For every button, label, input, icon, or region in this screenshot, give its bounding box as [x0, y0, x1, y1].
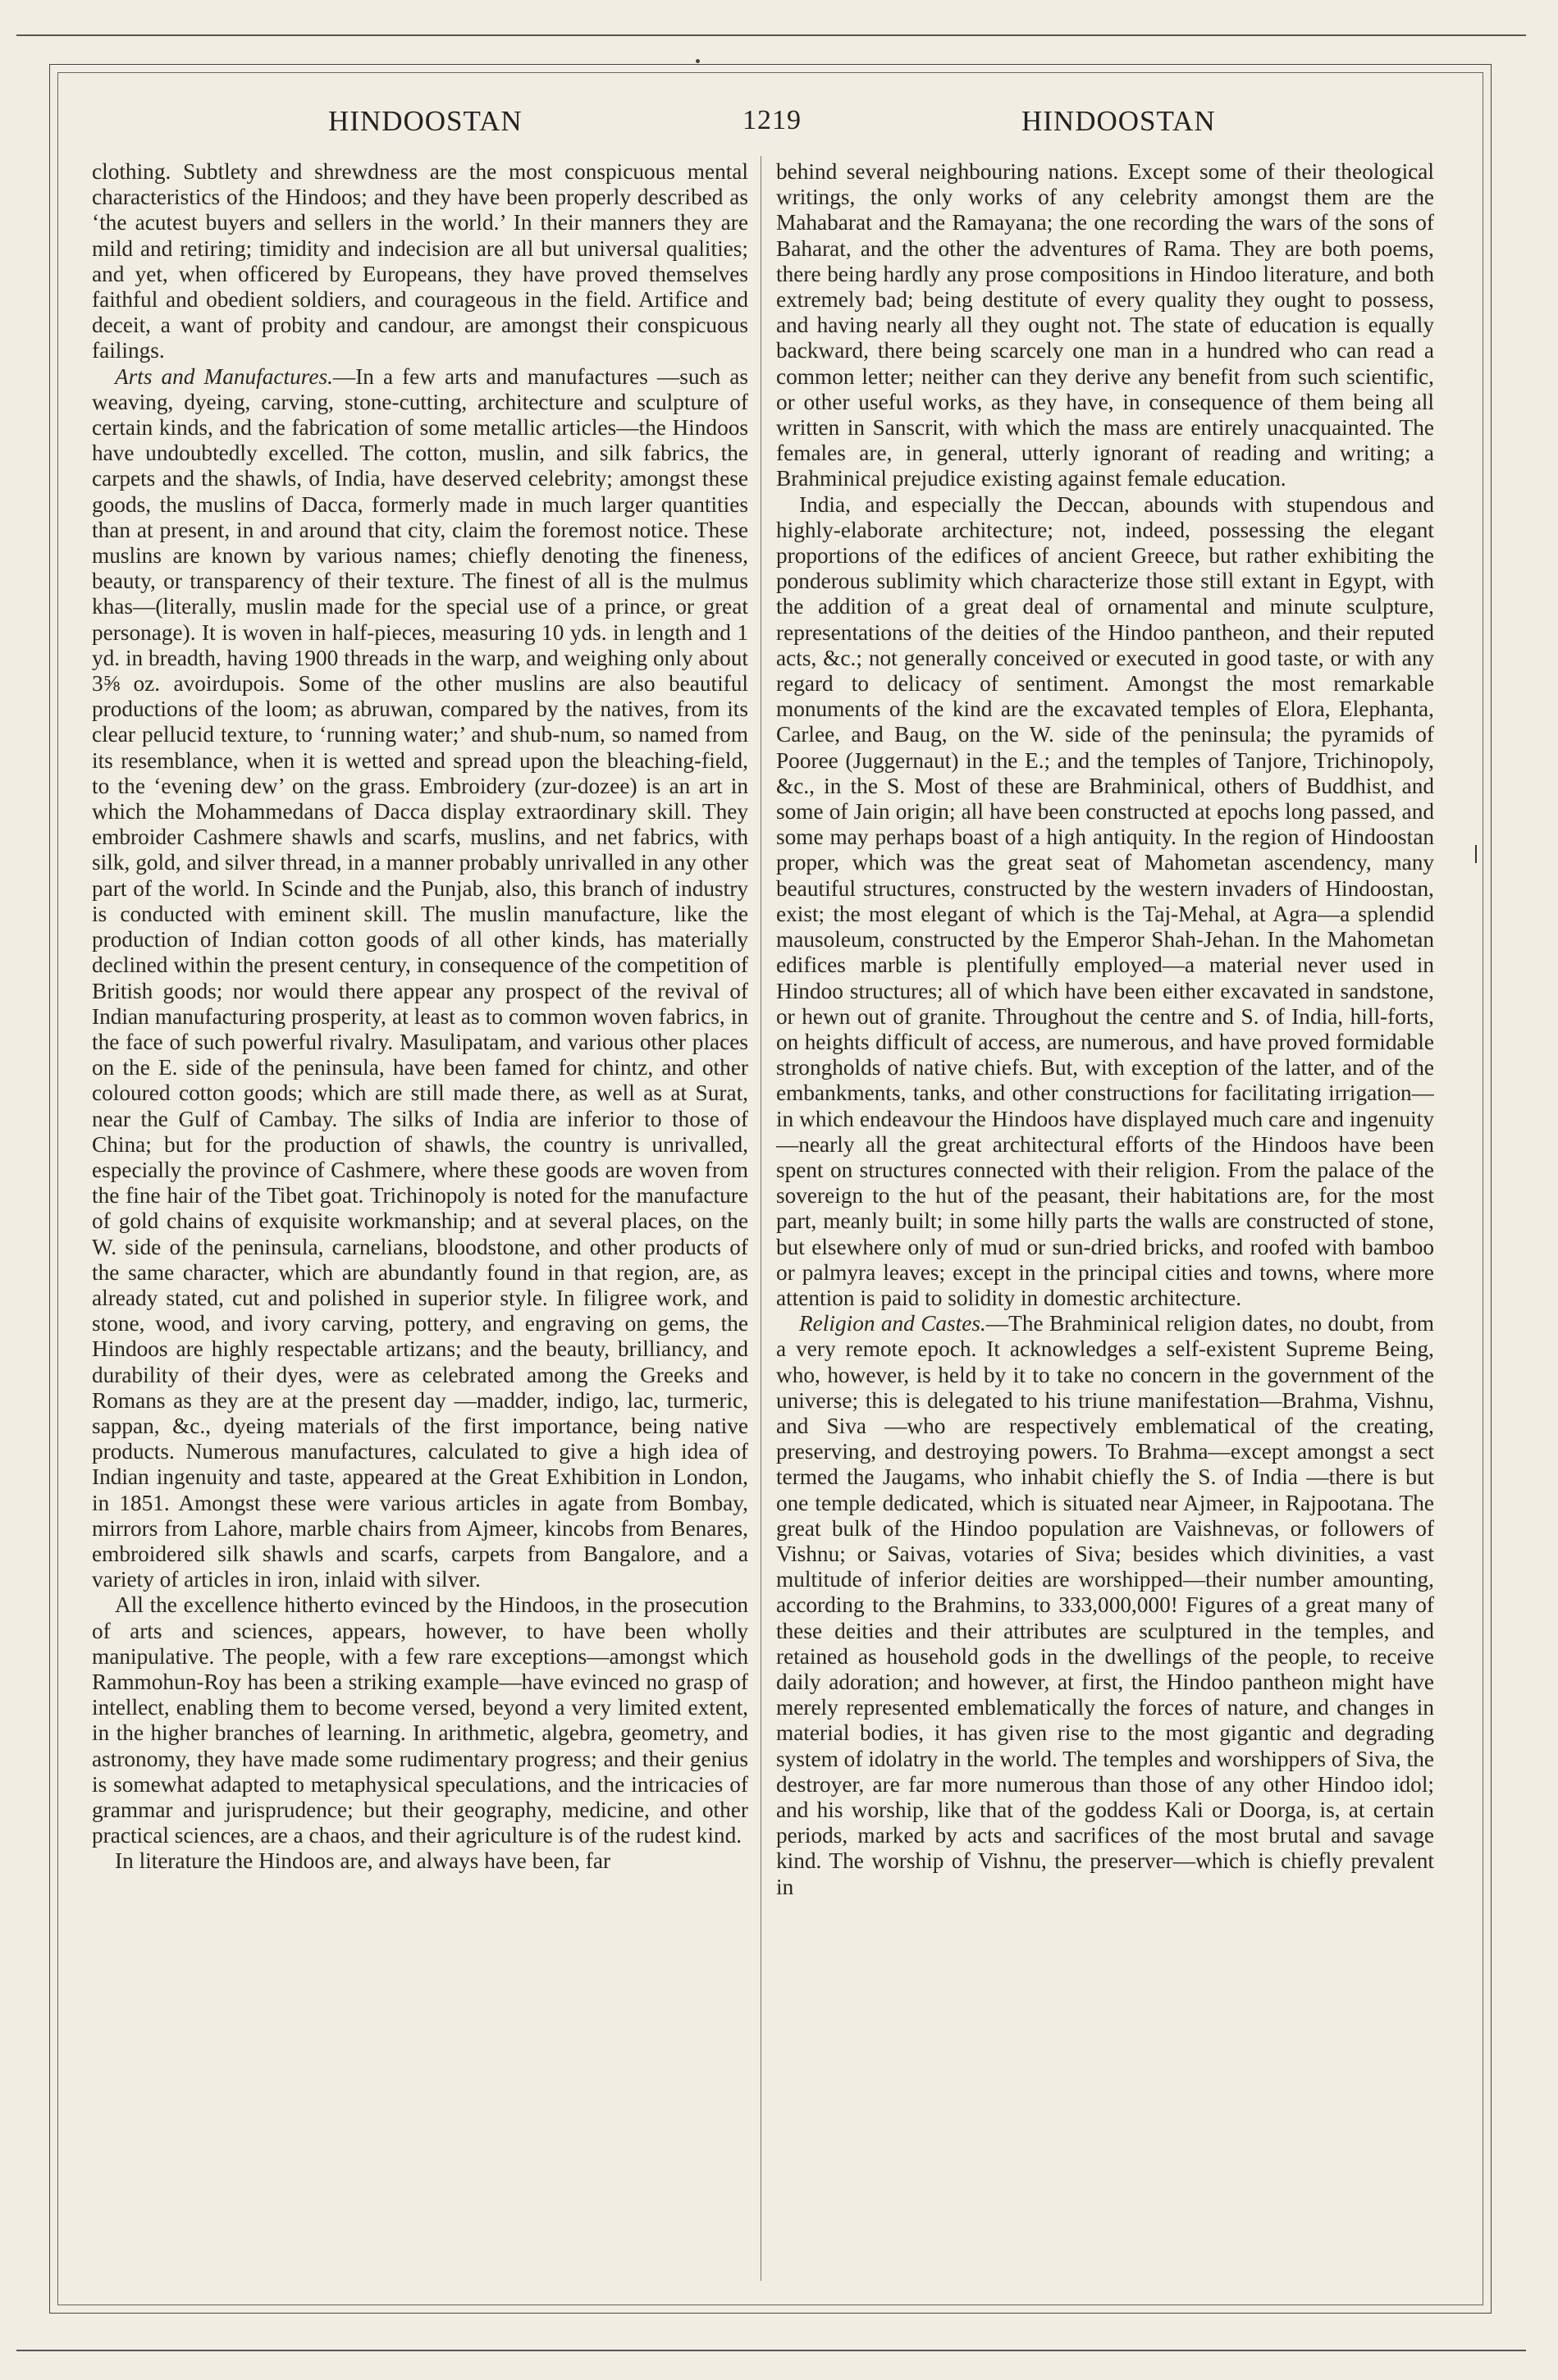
right-column	[776, 159, 1434, 2284]
page-number: 1219	[742, 105, 802, 135]
paragraph-text: —The Brahminical religion dates, no doubt, from a very remote epoch. It acknowledges a self-existent Supreme Being, who, however, is held by it to take no concern in the government of the universe; this is delegated to his triune manifestation—Brahma, Vishnu, and Siva —who are respectively emblematical of the creating, preserving, and destroying powers. To Brahma—except amongst a sect termed the Jaugams, who inhabit chiefly the S. of India —there is but one temple dedicated, which is situated near Ajmeer, in Rajpootana. The great bulk of the Hindoo population are Vaishnevas, or followers of Vishnu; or Saivas, votaries of Siva; besides which divinities, a vast multitude of inferior deities are worshipped—their number amounting, according to the Brahmins, to 333,000,000! Figures of a great many of these deities and their attributes are sculptured in the temples, and retained as household gods in the dwellings of the people, to receive daily adoration; and however, at first, the Hindoo pantheon might have merely represented emblematically the forces of nature, and changes in material bodies, it has given rise to the most gigantic and degrading system of idolatry in the world. The temples and worshippers of Siva, the destroyer, are far more numerous than those of any other Hindoo idol; and his worship, like that of the goddess Kali or Doorga, is, at certain periods, marked by acts and sacrifices of the most brutal and savage kind. The worship of Vishnu, the preserver—which is chiefly prevalent in	[776, 1311, 1434, 1899]
paragraph: clothing. Subtlety and shrewdness are the most conspicuous mental characteristics of the Hindoos; and they have been properly described as ‘the acutest buyers and sellers in the world.’ In their manners they are mild and retiring; timidity and indecision are all but universal qualities; and yet, when officered by Europeans, they have proved themselves faithful and obedient soldiers, and courageous in the field. Artifice and deceit, a want of probity and candour, are amongst their conspicuous failings.	[92, 159, 748, 363]
paragraph-text: —In a few arts and manufactures —such as weaving, dyeing, carving, stone-cutting, architecture and sculpture of certain kinds, and the fabrication of some metallic articles—the Hindoos have undoubtedly excelled. The cotton, muslin, and silk fabrics, the carpets and the shawls, of India, have deserved celebrity; amongst these goods, the muslins of Dacca, formerly made in much larger quantities than at present, in and around that city, claim the foremost notice. These muslins are known by various names; chiefly denoting the fineness, beauty, or transparency of their texture. The finest of all is the mulmus khas—(literally, muslin made for the special use of a prince, or great personage). It is woven in half-pieces, measuring 10 yds. in length and 1 yd. in breadth, having 1900 threads in the warp, and weighing only about 3⅝ oz. avoirdupois. Some of the other muslins are also beautiful productions of the loom; as abruwan, compared by the natives, from its clear pellucid texture, to ‘running water;’ and shub-num, so named from its resemblance, when it is wetted and spread upon the bleaching-field, to the ‘evening dew’ on the grass. Embroidery (zur-dozee) is an art in which the Mohammedans of Dacca display extraordinary skill. They embroider Cashmere shawls and scarfs, muslins, and net fabrics, with silk, gold, and silver thread, in a manner probably unrivalled in any other part of the world. In Scinde and the Punjab, also, this branch of industry is conducted with eminent skill. The muslin manufacture, like the production of Indian cotton goods of all other kinds, has materially declined within the present century, in consequence of the competition of British goods; nor would there appear any prospect of the revival of Indian manufacturing prosperity, at least as to common woven fabrics, in the face of such powerful rivalry. Masulipatam, and various other places on the E. side of the peninsula, have been famed for chintz, and other coloured cotton goods; which are still made there, as well as at Surat, near the Gulf of Cambay. The silks of India are inferior to those of China; but for the production of shawls, the country is unrivalled, especially the province of Cashmere, where these goods are woven from the fine hair of the Tibet goat. Trichinopoly is noted for the manufacture of gold chains of exquisite workmanship; and at several places, on the W. side of the peninsula, carnelians, bloodstone, and other products of the same character, which are abundantly found in that region, are, as already stated, cut and polished in superior style. In filigree work, and stone, wood, and ivory carving, pottery, and engraving on gems, the Hindoos are highly respectable artizans; and the beauty, brilliancy, and durability of their dyes, were as celebrated among the Greeks and Romans as they are at the present day —madder, indigo, lac, turmeric, sappan, &c., dyeing materials of the first importance, being native products. Numerous manufactures, calculated to give a high idea of Indian ingenuity and taste, appeared at the Great Exhibition in London, in 1851. Amongst these were various articles in agate from Bombay, mirrors from Lahore, marble chairs from Ajmeer, kincobs from Benares, embroidered silk shawls and scarfs, carpets from Bangalore, and a variety of articles in iron, inlaid with silver.	[92, 363, 748, 1592]
left-column	[92, 159, 748, 2284]
paragraph: In literature the Hindoos are, and always have been, far	[115, 1848, 611, 1874]
paragraph: behind several neighbouring nations. Except some of their theological writings, the only works of any celebrity amongst them are the Mahabarat and the Ramayana; the one recording the wars of the sons of Baharat, and the other the adventures of Rama. They are both poems, there being hardly any prose compositions in Hindoo literature, and both extremely bad; being destitute of every quality they ought to possess, and having nearly all they ought not. The state of education is equally backward, there being scarcely one man in a hundred who can read a common letter; neither can they derive any benefit from such scientific, or other useful works, as they have, in consequence of them being all written in Sanscrit, with which the mass are entirely unacquainted. The females are, in general, utterly ignorant of reading and writing; a Brahminical prejudice existing against female education.	[776, 159, 1434, 491]
running-header	[74, 105, 1469, 146]
section-heading: Arts and Manufactures.	[115, 363, 333, 389]
section-heading: Religion and Castes.	[799, 1311, 986, 1336]
margin-mark	[1475, 845, 1477, 863]
paragraph: All the excellence hitherto evinced by the Hindoos, in the prosecution of arts and sciences, appears, however, to have been wholly manipulative. The people, with a few rare exceptions—amongst which Rammohun-Roy has been a striking example—have evinced no grasp of intellect, enabling them to become versed, beyond a very limited extent, in the higher branches of learning. In arithmetic, algebra, geometry, and astronomy, they have made some rudimentary progress; and their genius is somewhat adapted to metaphysical speculations, and the intricacies of grammar and jurisprudence; but their geography, medicine, and other practical sciences, are a chaos, and their agriculture is of the rudest kind.	[92, 1592, 748, 1848]
paragraph	[776, 1311, 1434, 1900]
paragraph: India, and especially the Deccan, abounds with stupendous and highly-elaborate architecture; not, indeed, possessing the elegant proportions of the edifices of ancient Greece, but rather exhibiting the ponderous sublimity which characterize those still extant in Egypt, with the addition of a great deal of ornamental and minute sculpture, representations of the deities of the Hindoo pantheon, and their reputed acts, &c.; not generally conceived or executed in good taste, or with any regard to delicacy of sentiment. Amongst the most remarkable monuments of the kind are the excavated temples of Elora, Elephanta, Carlee, and Baug, on the W. side of the peninsula; the pyramids of Pooree (Juggernaut) in the E.; and the temples of Tanjore, Trichinopoly, &c., in the S. Most of these are Brahminical, others of Buddhist, and some of Jain origin; all have been constructed at epochs long passed, and some may perhaps boast of a high antiquity. In the region of Hindoostan proper, which was the great seat of Mahometan ascendency, many beautiful structures, constructed by the western invaders of Hindoostan, exist; the most elegant of which is the Taj-Mehal, at Agra—a splendid mausoleum, constructed by the Emperor Shah-Jehan. In the Mahometan edifices marble is plentifully employed—a material never used in Hindoo structures; all of which have been either excavated in sandstone, or hewn out of granite. Throughout the centre and S. of India, hill-forts, on heights difficult of access, are numerous, and have proved formidable strongholds of native chiefs. But, with exception of the latter, and of the embankments, tanks, and other constructions for facilitating irrigation—in which endeavour the Hindoos have displayed much care and ingenuity—nearly all the great architectural efforts of the Hindoos have been spent on structures connected with their religion. From the palace of the sovereign to the hut of the peasant, their habitations are, for the most part, meanly built; in some hilly parts the walls are constructed of stone, but elsewhere only of mud or sun-dried bricks, and roofed with bamboo or palmyra leaves; except in the principal cities and towns, where more attention is paid to solidity in domestic architecture.	[776, 491, 1434, 1310]
printer-dot	[696, 59, 700, 63]
paragraph	[92, 364, 748, 1593]
header-left-title: HINDOOSTAN	[328, 105, 523, 137]
header-right-title: HINDOOSTAN	[1021, 105, 1216, 137]
